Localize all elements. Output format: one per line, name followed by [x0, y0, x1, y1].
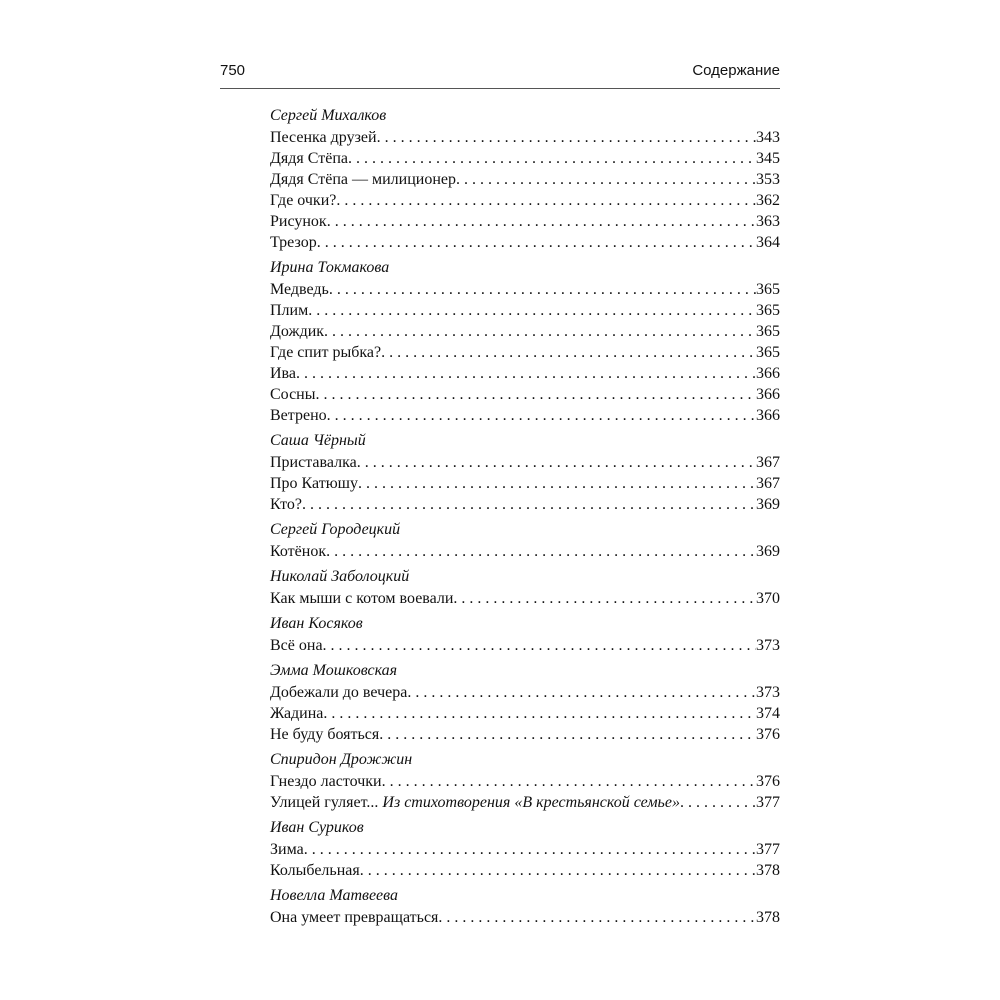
table-of-contents	[270, 105, 780, 928]
entry-page: 365	[756, 302, 780, 319]
entry-page: 364	[756, 234, 780, 251]
entry-title: Ветрено	[270, 407, 327, 424]
dot-leader	[324, 321, 756, 342]
entry-title: Трезор	[270, 234, 317, 251]
author-heading: Николай Заболоцкий	[270, 568, 410, 585]
dot-leader	[323, 635, 756, 656]
page-header	[220, 62, 780, 89]
dot-leader	[360, 860, 756, 881]
entry-title: Сосны	[270, 386, 316, 403]
toc-entry	[270, 190, 780, 211]
toc-entry	[270, 279, 780, 300]
dot-leader	[308, 300, 756, 321]
dot-leader	[381, 342, 756, 363]
entry-page: 343	[756, 129, 780, 146]
toc-entry	[270, 127, 780, 148]
entry-page: 378	[756, 862, 780, 879]
toc-entry	[270, 300, 780, 321]
entry-page: 363	[756, 213, 780, 230]
entry-subtitle: Из стихотворения «В крестьянской семье»	[378, 794, 680, 811]
toc-entry	[270, 792, 780, 813]
toc-entry	[270, 635, 780, 656]
author-heading: Эмма Мошковская	[270, 662, 398, 679]
author-heading: Новелла Матвеева	[270, 887, 398, 904]
entry-page: 376	[756, 773, 780, 790]
entry-title: Котёнок	[270, 543, 327, 560]
page-number: 750	[220, 62, 246, 79]
entry-title: Колыбельная	[270, 862, 360, 879]
toc-entry	[270, 169, 780, 190]
dot-leader	[323, 703, 756, 724]
entry-title: Всё она	[270, 637, 323, 654]
author-heading: Иван Суриков	[270, 819, 364, 836]
dot-leader	[296, 363, 756, 384]
toc-entry	[270, 724, 780, 745]
entry-title: Про Катюшу	[270, 475, 358, 492]
toc-entry	[270, 494, 780, 515]
entry-page: 373	[756, 637, 780, 654]
entry-page: 362	[756, 192, 780, 209]
entry-page: 365	[756, 344, 780, 361]
dot-leader	[453, 588, 756, 609]
dot-leader	[438, 907, 756, 928]
entry-page: 373	[756, 684, 780, 701]
author-heading: Сергей Михалков	[270, 107, 387, 124]
dot-leader	[302, 494, 756, 515]
dot-leader	[382, 771, 756, 792]
author-heading: Саша Чёрный	[270, 432, 366, 449]
entry-page: 367	[756, 454, 780, 471]
entry-title: Плим	[270, 302, 309, 319]
entry-title: Зима	[270, 841, 304, 858]
entry-title: Песенка друзей	[270, 129, 377, 146]
dot-leader	[329, 279, 756, 300]
toc-entry	[270, 452, 780, 473]
author-heading: Иван Косяков	[270, 615, 363, 632]
entry-title: Рисунок	[270, 213, 327, 230]
entry-page: 374	[756, 705, 780, 722]
entry-title: Как мыши с котом воевали	[270, 590, 454, 607]
entry-title: Добежали до вечера	[270, 684, 408, 701]
dot-leader	[358, 473, 756, 494]
entry-title: Дождик	[270, 323, 325, 340]
dot-leader	[680, 792, 756, 813]
toc-entry	[270, 588, 780, 609]
author-heading: Спиридон Дрожжин	[270, 751, 413, 768]
entry-page: 366	[756, 386, 780, 403]
toc-entry	[270, 703, 780, 724]
author-heading: Сергей Городецкий	[270, 521, 401, 538]
dot-leader	[336, 190, 756, 211]
toc-entry	[270, 232, 780, 253]
entry-page: 377	[756, 841, 780, 858]
dot-leader	[348, 148, 756, 169]
running-title: Содержание	[692, 62, 780, 79]
entry-page: 365	[756, 323, 780, 340]
toc-entry	[270, 541, 780, 562]
entry-page: 345	[756, 150, 780, 167]
toc-entry	[270, 321, 780, 342]
entry-page: 376	[756, 726, 780, 743]
entry-title: Жадина	[270, 705, 324, 722]
toc-entry	[270, 342, 780, 363]
entry-page: 369	[756, 543, 780, 560]
entry-title: Улицей гуляет... Из стихотворения «В крестьянской семье»	[270, 794, 680, 811]
entry-title: Ива	[270, 365, 296, 382]
entry-title: Где очки?	[270, 192, 337, 209]
toc-entry	[270, 405, 780, 426]
toc-entry	[270, 384, 780, 405]
dot-leader	[456, 169, 756, 190]
entry-title: Медведь	[270, 281, 329, 298]
entry-page: 378	[756, 909, 780, 926]
dot-leader	[377, 127, 756, 148]
dot-leader	[315, 384, 756, 405]
entry-page: 353	[756, 171, 780, 188]
dot-leader	[357, 452, 756, 473]
entry-title: Дядя Стёпа	[270, 150, 348, 167]
toc-entry	[270, 148, 780, 169]
toc-entry	[270, 682, 780, 703]
dot-leader	[326, 541, 756, 562]
toc-entry	[270, 839, 780, 860]
dot-leader	[304, 839, 756, 860]
entry-title: Не буду бояться	[270, 726, 380, 743]
entry-title: Где спит рыбка?	[270, 344, 382, 361]
toc-entry	[270, 211, 780, 232]
author-heading: Ирина Токмакова	[270, 259, 390, 276]
entry-page: 370	[756, 590, 780, 607]
entry-page: 377	[756, 794, 780, 811]
dot-leader	[327, 405, 756, 426]
dot-leader	[327, 211, 756, 232]
toc-entry	[270, 363, 780, 384]
toc-entry	[270, 907, 780, 928]
entry-page: 367	[756, 475, 780, 492]
entry-title: Она умеет превращаться	[270, 909, 439, 926]
toc-entry	[270, 860, 780, 881]
entry-page: 366	[756, 407, 780, 424]
toc-entry	[270, 473, 780, 494]
toc-entry	[270, 771, 780, 792]
entry-title: Дядя Стёпа — милиционер	[270, 171, 457, 188]
dot-leader	[317, 232, 756, 253]
entry-page: 366	[756, 365, 780, 382]
dot-leader	[407, 682, 756, 703]
entry-title: Гнездо ласточки	[270, 773, 382, 790]
entry-page: 365	[756, 281, 780, 298]
entry-page: 369	[756, 496, 780, 513]
entry-title: Кто?	[270, 496, 302, 513]
dot-leader	[379, 724, 756, 745]
entry-title: Приставалка	[270, 454, 357, 471]
